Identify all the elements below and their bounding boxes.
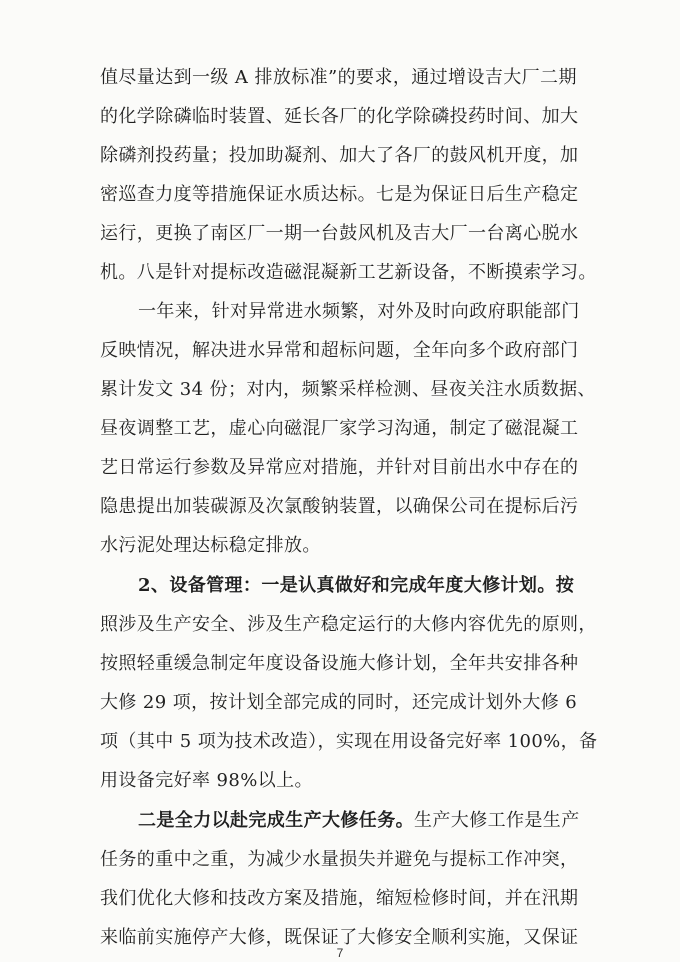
text-line: 艺日常运行参数及异常应对措施，并针对目前出水中存在的 [100,457,579,478]
text-line: 水污泥处理达标稳定排放。 [100,535,321,556]
text-line: 我们优化大修和技改方案及措施，缩短检修时间，并在汛期 [100,888,579,909]
text-line: 照涉及生产安全、涉及生产稳定运行的大修内容优先的原则， [100,614,597,635]
text-line: 机。八是针对提标改造磁混凝新工艺新设备，不断摸索学习。 [100,262,597,283]
text-line: 昼夜调整工艺，虚心向磁混厂家学习沟通，制定了磁混凝工 [100,418,579,439]
text-line: 项（其中 5 项为技术改造），实现在用设备完好率 100%，备 [100,731,598,752]
text-line: 的化学除磷临时装置、延长各厂的化学除磷投药时间、加大 [100,106,579,127]
text-line: 密巡查力度等措施保证水质达标。七是为保证日后生产稳定 [100,184,579,205]
paragraph-start-line [138,806,605,836]
text-line: 除磷剂投药量；投加助凝剂、加大了各厂的鼓风机开度，加 [100,145,579,166]
page-number: 7 [336,946,344,960]
paragraph-start-line: 一年来，针对异常进水频繁，对外及时向政府职能部门 [138,301,580,322]
section-heading-line: 2、设备管理：一是认真做好和完成年度大修计划。按 [138,575,575,596]
text-line: 大修 29 项，按计划全部完成的同时，还完成计划外大修 6 [100,692,578,713]
emphasis-text: 二是全力以赴完成生产大修任务。 [138,810,414,831]
text-line: 运行，更换了南区厂一期一台鼓风机及吉大厂一台离心脱水 [100,223,579,244]
text-line: 反映情况，解决进水异常和超标问题，全年向多个政府部门 [100,340,579,361]
text-line: 任务的重中之重，为减少水量损失并避免与提标工作冲突， [100,849,579,870]
text-span: 生产大修工作是生产 [414,810,580,831]
text-line: 来临前实施停产大修，既保证了大修安全顺利实施，又保证 [100,927,579,948]
text-line: 用设备完好率 98%以上。 [100,770,313,791]
text-line: 按照轻重缓急制定年度设备设施大修计划，全年共安排各种 [100,653,579,674]
text-line: 隐患提出加装碳源及次氯酸钠装置，以确保公司在提标后污 [100,496,579,517]
text-line: 累计发文 34 份；对内，频繁采样检测、昼夜关注水质数据、 [100,379,596,400]
text-line: 值尽量达到一级 A 排放标准”的要求，通过增设吉大厂二期 [100,67,577,88]
